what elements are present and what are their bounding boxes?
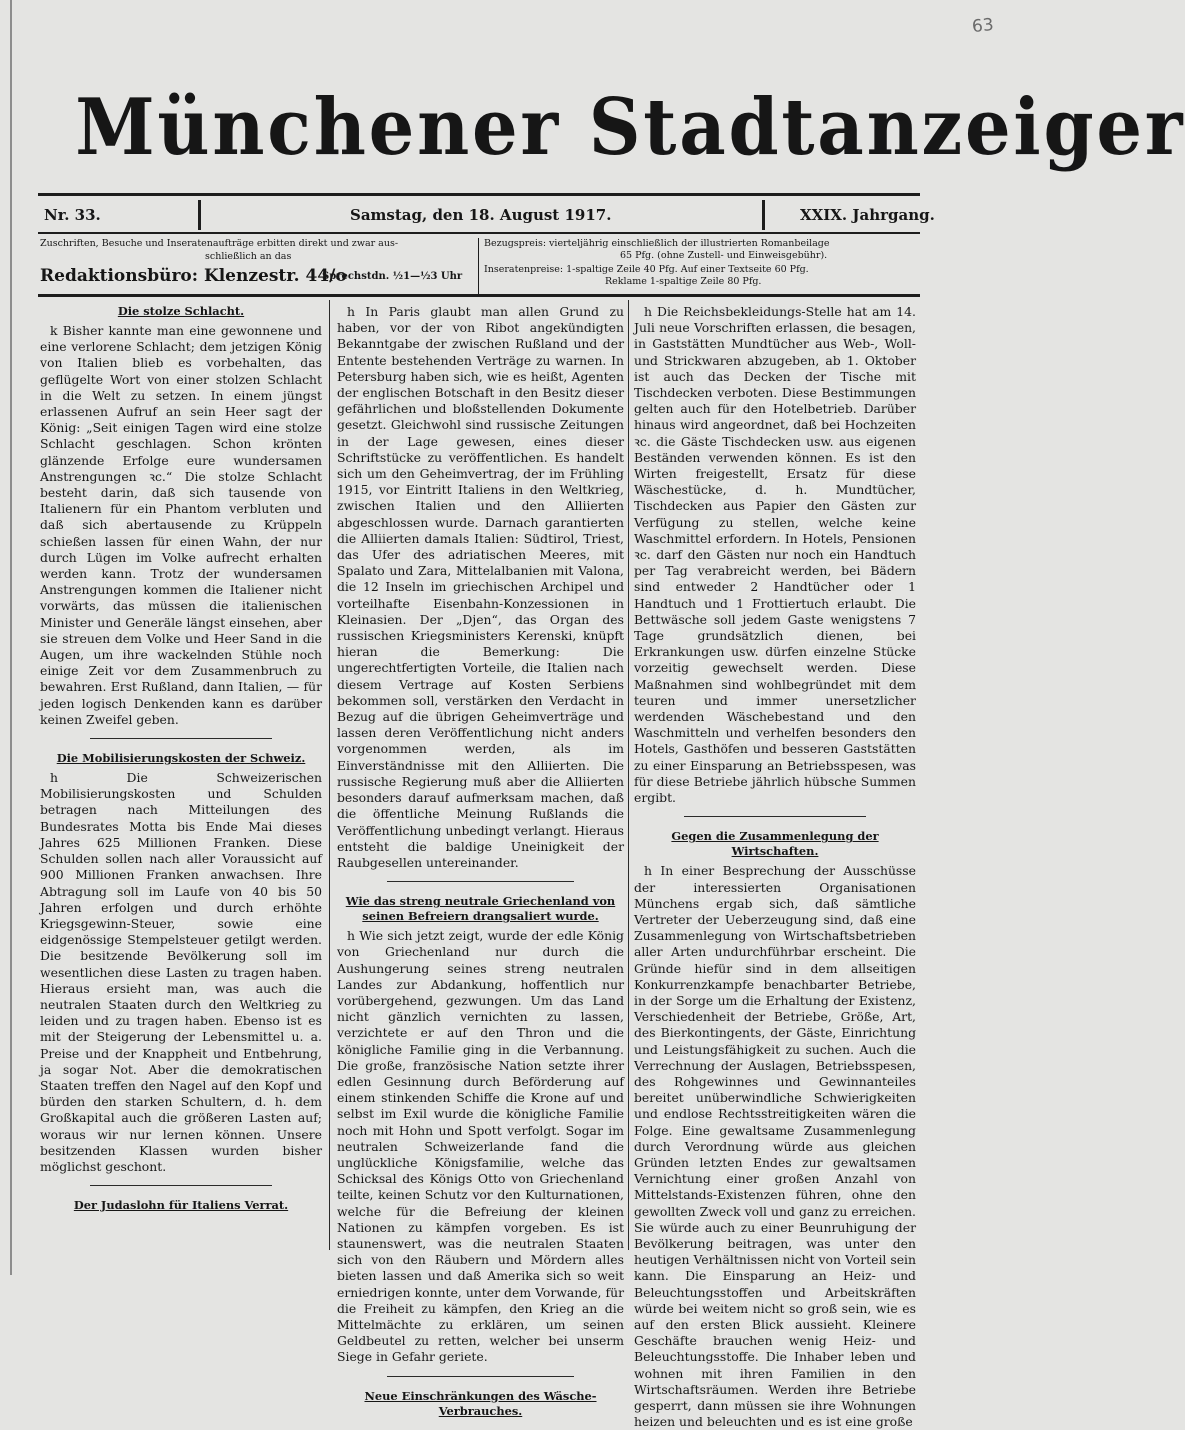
- contact-note-line2: schließlich an das: [205, 251, 292, 262]
- article-body: h Die Reichsbekleidungs-Stelle hat am 14. Juli neue Vorschriften erlassen, die besagen, in Gaststätten Mundtücher aus Web-, Woll- und Strickwaren abzugeben, ab 1. Oktober ist auch das Decken der Tische mit Tischdecken verboten. Diese Bestimmungen gelten auch für den Hotelbetrieb. Darüber hinaus wird angeordnet, daß bei Hochzeiten ꝛc. die Gäste Tischdecken usw. aus eigenen Beständen verwenden können. Es ist den Wirten freigestellt, Ersatz für diese Wäschestücke, d. h. Mundtücher, Tischdecken aus Papier den Gästen zur Verfügung zu stellen, welche keine Waschmittel erfordern. In Hotels, Pensionen ꝛc. darf den Gästen nur noch ein Handtuch per Tag verabreicht werden, bei Bädern sind entweder 2 Handtücher oder 1 Handtuch und 1 Frottiertuch erlaubt. Die Bettwäsche soll jedem Gaste wenigstens 7 Tage grundsätzlich dienen, bei Erkrankungen usw. dürfen einzelne Stücke vorzeitig gewechselt werden. Diese Maßnahmen sind wohlbegründet mit dem teuren und immer unersetzlicher werdenden Wäschebestand und den Waschmitteln und verhelfen besonders den Hotels, Gasthöfen und besseren Gaststätten zu einer Einsparung an Betriebsspesen, was für diese Betriebe jährlich hübsche Summen ergibt.: [634, 304, 916, 806]
- article-body: h In einer Besprechung der Ausschüsse der interessierten Organisationen Münchens ergab sich, daß sämtliche Vertreter der Ueberzeugung sind, daß eine Zusammenlegung von Wirtschaftsbetrieben aller Arten undurchführbar erscheint. Die Gründe hiefür sind in dem allseitigen Konkurrenzkampfe benachbarter Betriebe, in der Sorge um die Erhaltung der Existenz, Verschiedenheit der Betriebe, Größe, Art, des Bierkontingents, der Gäste, Einrichtung und Leistungsfähigkeit zu suchen. Auch die Verrechnung der Auslagen, Betriebsspesen, des Rohgewinnes und Gewinnanteiles bereitet unüberwindliche Schwierigkeiten und endlose Rechtsstreitigkeiten wären die Folge. Eine gewaltsame Zusammenlegung durch Verordnung würde aus gleichen Gründen letzten Endes zur gewaltsamen Vernichtung einer großen Anzahl von Mittelstands-Existenzen führen, ohne den gewollten Zweck voll und ganz zu erreichen. Sie würde auch zu einer Beunruhigung der Bevölkerung beitragen, was unter den heutigen Verhältnissen nicht von Vorteil sein kann. Die Einsparung an Heiz- und Beleuchtungsstoffen und Arbeitskräften würde bei weitem nicht so groß sein, wie es auf den ersten Blick aussieht. Kleinere Geschäfte brauchen wenig Heiz- und Beleuchtungsstoffe. Die Inhaber leben und wohnen mit ihren Familien in den Wirtschaftsräumen. Werden ihre Betriebe gesperrt, dann müssen sie ihre Wohnungen heizen und beleuchten und es ist eine große: [634, 863, 916, 1430]
- issue-number: Nr. 33.: [44, 206, 101, 224]
- column-3: [634, 304, 916, 1430]
- article-title: Die Mobilisierungskosten der Schweiz.: [56, 751, 306, 766]
- info-divider: [478, 238, 479, 294]
- masthead-title: Münchener Stadtanzeiger: [75, 82, 1185, 173]
- issue-date: Samstag, den 18. August 1917.: [350, 206, 612, 224]
- article-title: Die stolze Schlacht.: [117, 304, 245, 318]
- page-number: 63: [971, 14, 995, 38]
- column-rule: [329, 300, 330, 1250]
- article-body: h In Paris glaubt man allen Grund zu haben, vor der von Ribot angekündigten Bekanntgabe der zwischen Rußland und der Entente bestehenden Verträge zu warnen. In Petersburg haben sich, wie es heißt, Agenten der englischen Botschaft in den Besitz dieser gefährlichen und bloßstellenden Dokumente gesetzt. Gleichwohl sind russische Zeitungen in der Lage gewesen, eines dieser Schriftstücke zu veröffentlichen. Es handelt sich um den Geheimvertrag, der im Frühling 1915, vor Eintritt Italiens in den Weltkrieg, zwischen Italien und den Alliierten abgeschlossen wurde. Darnach garantierten die Alliierten damals Italien: Südtirol, Triest, das Ufer des adriatischen Meeres, mit Spalato und Zara, Mittelalbanien mit Valona, die 12 Inseln im griechischen Archipel und vorteilhafte Eisenbahn-Konzessionen in Kleinasien. Der „Djen“, das Organ des russischen Kriegsministers Kerenski, knüpft hieran die Bemerkung: Die ungerechtfertigten Vorteile, die Italien nach diesem Vertrage auf Kosten Serbiens bekommen soll, verstärken den Verdacht in Bezug auf die übrigen Geheimverträge und lassen deren Veröffentlichung nicht anders vorgenommen werden, als im Einverständnisse mit den Alliierten. Die russische Regierung muß aber die Alliierten besonders darauf aufmerksam machen, daß die öffentliche Meinung Rußlands die Veröffentlichung unbedingt verlangt. Hieraus entsteht die baldige Uneinigkeit der Raubgesellen untereinander.: [337, 304, 624, 870]
- article-separator: [90, 738, 272, 739]
- masthead-rule: [38, 193, 920, 196]
- article-body: h Wie sich jetzt zeigt, wurde der edle König von Griechenland nur durch die Aushungerung seines streng neutralen Landes zur Abdankung, hoffentlich nur vorübergehend, gezwungen. Um das Land nicht gänzlich vernichten zu lassen, verzichtete er auf den Thron und die königliche Familie ging in die Verbannung. Die große, französische Nation setzte ihrer edlen Gesinnung durch Beförderung auf einem stinkenden Schiffe die Krone auf und selbst im Exil wurde die königliche Familie noch mit Hohn und Spott verfolgt. Sogar im neutralen Schweizerlande fand die unglückliche Königsfamilie, welche das Schicksal des Königs Otto von Griechenland teilte, keinen Schutz vor den Kulturnationen, welche für die Befreiung der kleinen Nationen zu kämpfen vorgeben. Es ist staunenswert, was die neutralen Staaten sich von den Räubern und Mördern alles bieten lassen und daß Amerika sich so weit erniedrigen konnte, unter dem Vorwande, für die Freiheit zu kämpfen, den Krieg an die Mittelmächte zu erklären, um seinen Geldbeutel zu retten, welcher bei unserm Siege in Gefahr geriete.: [337, 928, 624, 1365]
- article-separator: [387, 1376, 574, 1377]
- dateline-rule: [38, 232, 920, 234]
- ad-price-line1: Inseratenpreise: 1-spaltige Zeile 40 Pfg. Auf einer Textseite 60 Pfg.: [484, 264, 809, 275]
- article-separator: [684, 816, 866, 817]
- article-title: Wie das streng neutrale Griechenland von seinen Befreiern drangsaliert wurde.: [345, 894, 616, 924]
- subscription-price-line1: Bezugspreis: vierteljährig einschließlich der illustrierten Romanbeilage: [484, 238, 830, 249]
- subscription-price-line2: 65 Pfg. (ohne Zustell- und Einweisgebühr).: [620, 250, 828, 261]
- binding-edge: [10, 0, 12, 1275]
- office-hours: Sprechstdn. ½1—½3 Uhr: [322, 271, 463, 282]
- article-title: Der Judaslohn für Italiens Verrat.: [73, 1198, 289, 1213]
- dateline-divider: [762, 200, 765, 230]
- article-separator: [387, 881, 574, 882]
- contact-note-line1: Zuschriften, Besuche und Inseratenaufträge erbitten direkt und zwar aus-: [40, 238, 399, 249]
- article-body: k Bisher kannte man eine gewonnene und eine verlorene Schlacht; dem jetzigen König von Italien blieb es vorbehalten, das geflügelte Wort von einer stolzen Schlacht in die Welt zu setzen. In einem jüngst erlassenen Aufruf an sein Heer sagt der König: „Seit einigen Tagen wird eine stolze Schlacht geschlagen. Schon krönten glänzende Erfolge eure wundersamen Anstrengungen ꝛc.“ Die stolze Schlacht besteht darin, daß sich tausende von Italienern für ein Phantom verbluten und daß sich abertausende zu Krüppeln schießen lassen für einen Wahn, der nur durch Lügen im Volke aufrecht erhalten werden kann. Trotz der wundersamen Anstrengungen kommen die Italiener nicht vorwärts, das müssen die italienischen Minister und Generäle längst einsehen, aber sie streuen dem Volke und Heer Sand in die Augen, um ihre wackelnden Stühle noch einige Zeit vor dem Zusammenbruch zu bewahren. Erst Rußland, dann Italien, — für jeden logisch Denkenden kann es darüber keinen Zweifel geben.: [40, 323, 322, 727]
- volume: XXIX. Jahrgang.: [800, 206, 935, 224]
- dateline-divider: [198, 200, 201, 230]
- header-bottom-rule: [38, 294, 920, 297]
- article-title: Gegen die Zusammenlegung der Wirtschaften.: [671, 829, 879, 859]
- article-body: h Die Schweizerischen Mobilisierungskosten und Schulden betragen nach Mitteilungen des Bundesrates Motta bis Ende Mai dieses Jahres 625 Millionen Franken. Diese Schulden sollen nach aller Voraussicht auf 900 Millionen Franken anwachsen. Ihre Abtragung soll im Laufe von 40 bis 50 Jahren erfolgen und durch erhöhte Kriegsgewinn-Steuer, sowie eine eidgenössige Stempelsteuer getilgt werden. Die besitzende Bevölkerung soll im wesentlichen diese Lasten zu tragen haben. Hieraus ersieht man, was auch die neutralen Staaten durch den Weltkrieg zu leiden und zu tragen haben. Ebenso ist es mit der Steigerung der Lebensmittel u. a. Preise und der Knappheit und Entbehrung, ja sogar Not. Aber die demokratischen Staaten treffen den Nagel auf den Kopf und bürden den starken Schultern, d. h. dem Großkapital auch die größeren Lasten auf; woraus wir nur lernen können. Unsere besitzenden Klassen wurden bisher möglichst geschont.: [40, 770, 322, 1174]
- column-1: [40, 304, 322, 1217]
- article-title: Neue Einschränkungen des Wäsche-Verbrauches.: [364, 1388, 597, 1418]
- editorial-office: Redaktionsbüro: Klenzestr. 44/o: [40, 266, 347, 286]
- column-2: [337, 304, 624, 1423]
- column-rule: [628, 300, 629, 1250]
- ad-price-line2: Reklame 1-spaltige Zeile 80 Pfg.: [605, 276, 762, 287]
- article-separator: [90, 1185, 272, 1186]
